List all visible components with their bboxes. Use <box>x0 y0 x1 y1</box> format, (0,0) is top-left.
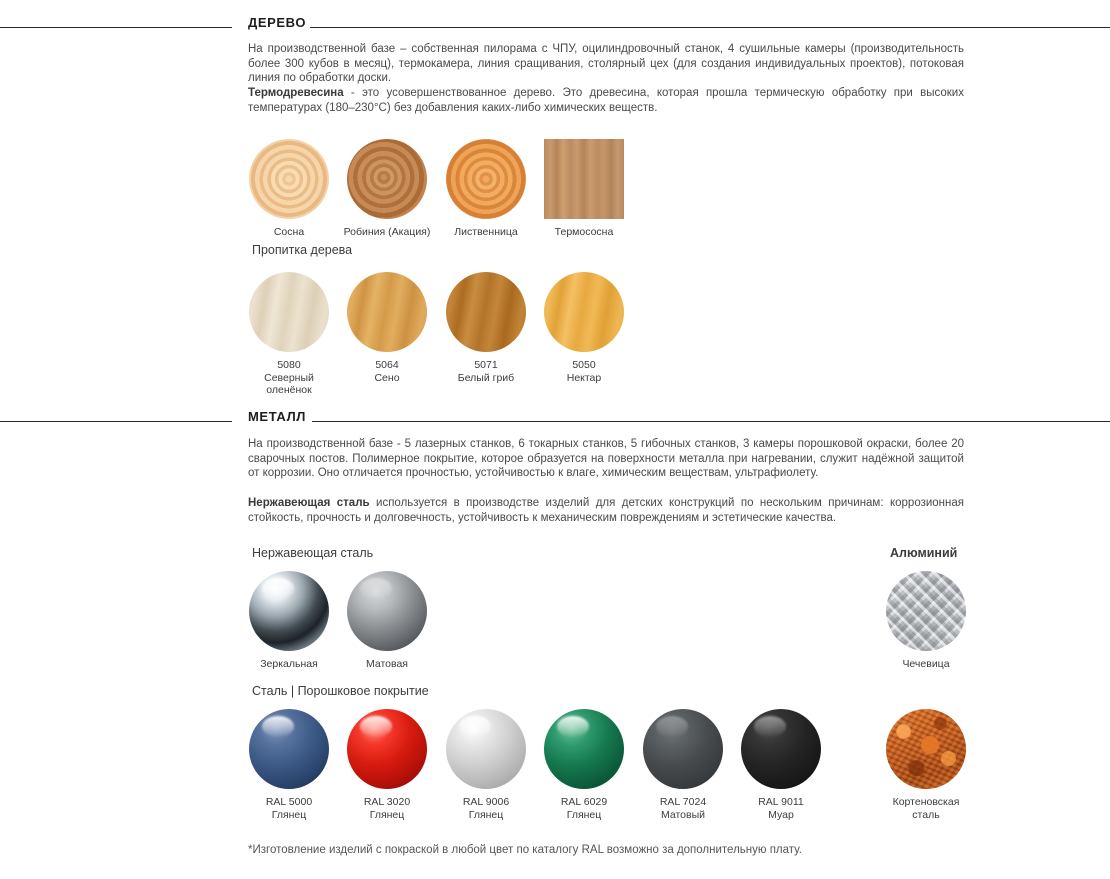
swatch-code-powder-3: RAL 6029 <box>560 796 608 808</box>
label-aluminium: Алюминий <box>890 546 958 560</box>
metal-term-rest: используется в производстве изделий для детских конструкций по нескольким причинам: коррозионная стойкость, прочность и долговечность, устойчивость к механическим повреждениям и эстетические качества. <box>248 497 965 524</box>
swatch-finish-corten: сталь <box>912 808 940 821</box>
swatch-disc-powder-4 <box>643 709 723 789</box>
swatch-finish-powder-5: Муар <box>768 808 794 821</box>
swatch-finish-powder-0: Глянец <box>271 808 307 821</box>
swatch-disc-stainless-1 <box>347 571 427 651</box>
swatch-disc-stainless-0 <box>249 571 329 651</box>
swatch-disc-wood-3 <box>544 139 624 219</box>
wood-paragraph-1: На производственной базе – собственная пилорама с ЧПУ, оцилиндровочный станок, 4 сушильные камеры (производительность более 300 кубов в месяц), термокамера, линия сращивания, столярный цех (для создания индивидуальных проектов), потоковая линия по обработки доски. <box>248 43 964 85</box>
swatch-disc-wood-1 <box>347 139 427 219</box>
swatch-finish-powder-2: Глянец <box>468 808 504 821</box>
swatch-imp-2[interactable] <box>440 272 532 384</box>
swatch-label-wood-3: Термососна <box>554 226 614 238</box>
swatch-label-wood-2: Лиственница <box>454 226 518 238</box>
swatch-powder-5[interactable] <box>735 709 827 821</box>
swatch-imp-1[interactable] <box>341 272 433 384</box>
swatch-disc-powder-2 <box>446 709 526 789</box>
swatch-wood-0[interactable] <box>243 139 335 239</box>
swatch-disc-corten <box>886 709 966 789</box>
swatch-disc-aluminium <box>886 571 966 651</box>
swatch-code-powder-5: RAL 9011 <box>758 796 804 808</box>
swatch-powder-0[interactable] <box>243 709 335 821</box>
wood-paragraph-2 <box>248 86 964 115</box>
divider-right <box>310 27 1110 28</box>
swatch-code-imp-2: 5071 <box>474 359 498 371</box>
swatch-finish-powder-3: Глянец <box>566 808 602 821</box>
swatch-code-imp-1: 5064 <box>375 359 399 371</box>
section-title-wood: ДЕРЕВО <box>248 15 307 30</box>
swatch-finish-powder-1: Глянец <box>369 808 405 821</box>
swatch-code-imp-0: 5080 <box>277 359 301 371</box>
footnote-ral: *Изготовление изделий с покраской в любой цвет по каталогу RAL возможно за дополнительную плату. <box>248 844 802 856</box>
swatch-label-wood-1: Робиния (Акация) <box>343 226 431 238</box>
swatch-wood-1[interactable] <box>341 139 433 239</box>
swatch-disc-wood-2 <box>446 139 526 219</box>
swatch-aluminium[interactable] <box>880 571 972 671</box>
divider-left-metal <box>0 421 232 422</box>
section-header-metal <box>0 409 1110 435</box>
swatch-powder-4[interactable] <box>637 709 729 821</box>
swatch-wood-2[interactable] <box>440 139 532 239</box>
swatch-disc-imp-2 <box>446 272 526 352</box>
swatch-disc-powder-3 <box>544 709 624 789</box>
swatch-disc-powder-1 <box>347 709 427 789</box>
wood-term-bold: Термодревесина <box>248 87 344 99</box>
swatch-code-corten: Кортеновская <box>892 796 960 808</box>
swatch-stainless-1[interactable] <box>341 571 433 671</box>
metal-term-bold: Нержавеющая сталь <box>248 497 370 509</box>
swatch-disc-imp-0 <box>249 272 329 352</box>
swatch-powder-3[interactable] <box>538 709 630 821</box>
swatch-label-aluminium: Чечевица <box>902 658 950 670</box>
label-powder-coating: Сталь | Порошковое покрытие <box>252 684 429 698</box>
swatch-disc-imp-1 <box>347 272 427 352</box>
swatch-label-wood-0: Сосна <box>273 226 305 238</box>
swatch-code-powder-0: RAL 5000 <box>265 796 313 808</box>
metal-paragraph-2 <box>248 496 964 525</box>
divider-left <box>0 27 232 28</box>
wood-term-rest: - это усовершенствованное дерево. Это древесина, которая прошла термическую обработку при высоких температурах (180–230°C) без добавления каких-либо химических веществ. <box>248 87 964 114</box>
swatch-label-stainless-0: Зеркальная <box>260 658 318 670</box>
swatch-imp-0[interactable] <box>243 272 335 397</box>
swatch-disc-powder-0 <box>249 709 329 789</box>
metal-paragraph-1: На производственной базе - 5 лазерных станков, 6 токарных станков, 5 гибочных станков, 3 камеры порошковой окраски, более 20 сварочных постов. Полимерное покрытие, которое образуется на поверхности металла при нагревании, служит надёжной защитой от коррозии. Оно отличается прочностью, устойчивостью к влаге, химическим веществам, ультрафиолету. <box>248 438 964 480</box>
swatch-name-imp-1: Сено <box>374 371 400 384</box>
divider-right-metal <box>312 421 1110 422</box>
swatch-name-imp-3: Нектар <box>566 371 602 384</box>
swatch-code-imp-3: 5050 <box>572 359 596 371</box>
swatch-disc-wood-0 <box>249 139 329 219</box>
swatch-wood-3[interactable] <box>538 139 630 239</box>
swatch-code-powder-4: RAL 7024 <box>659 796 707 808</box>
swatch-name-imp-0: Северный оленёнок <box>264 371 314 396</box>
swatch-label-stainless-1: Матовая <box>366 658 408 670</box>
swatch-powder-1[interactable] <box>341 709 433 821</box>
section-header-wood <box>0 15 1110 41</box>
swatch-corten[interactable] <box>880 709 972 821</box>
swatch-disc-imp-3 <box>544 272 624 352</box>
swatch-code-powder-2: RAL 9006 <box>462 796 510 808</box>
section-title-metal: МЕТАЛЛ <box>248 409 307 424</box>
swatch-powder-2[interactable] <box>440 709 532 821</box>
swatch-finish-powder-4: Матовый <box>661 808 705 821</box>
label-wood-impregnation: Пропитка дерева <box>252 243 353 257</box>
swatch-disc-powder-5 <box>741 709 821 789</box>
swatch-code-powder-1: RAL 3020 <box>363 796 411 808</box>
swatch-imp-3[interactable] <box>538 272 630 384</box>
swatch-name-imp-2: Белый гриб <box>457 371 515 384</box>
swatch-stainless-0[interactable] <box>243 571 335 671</box>
label-stainless-steel: Нержавеющая сталь <box>252 546 374 560</box>
